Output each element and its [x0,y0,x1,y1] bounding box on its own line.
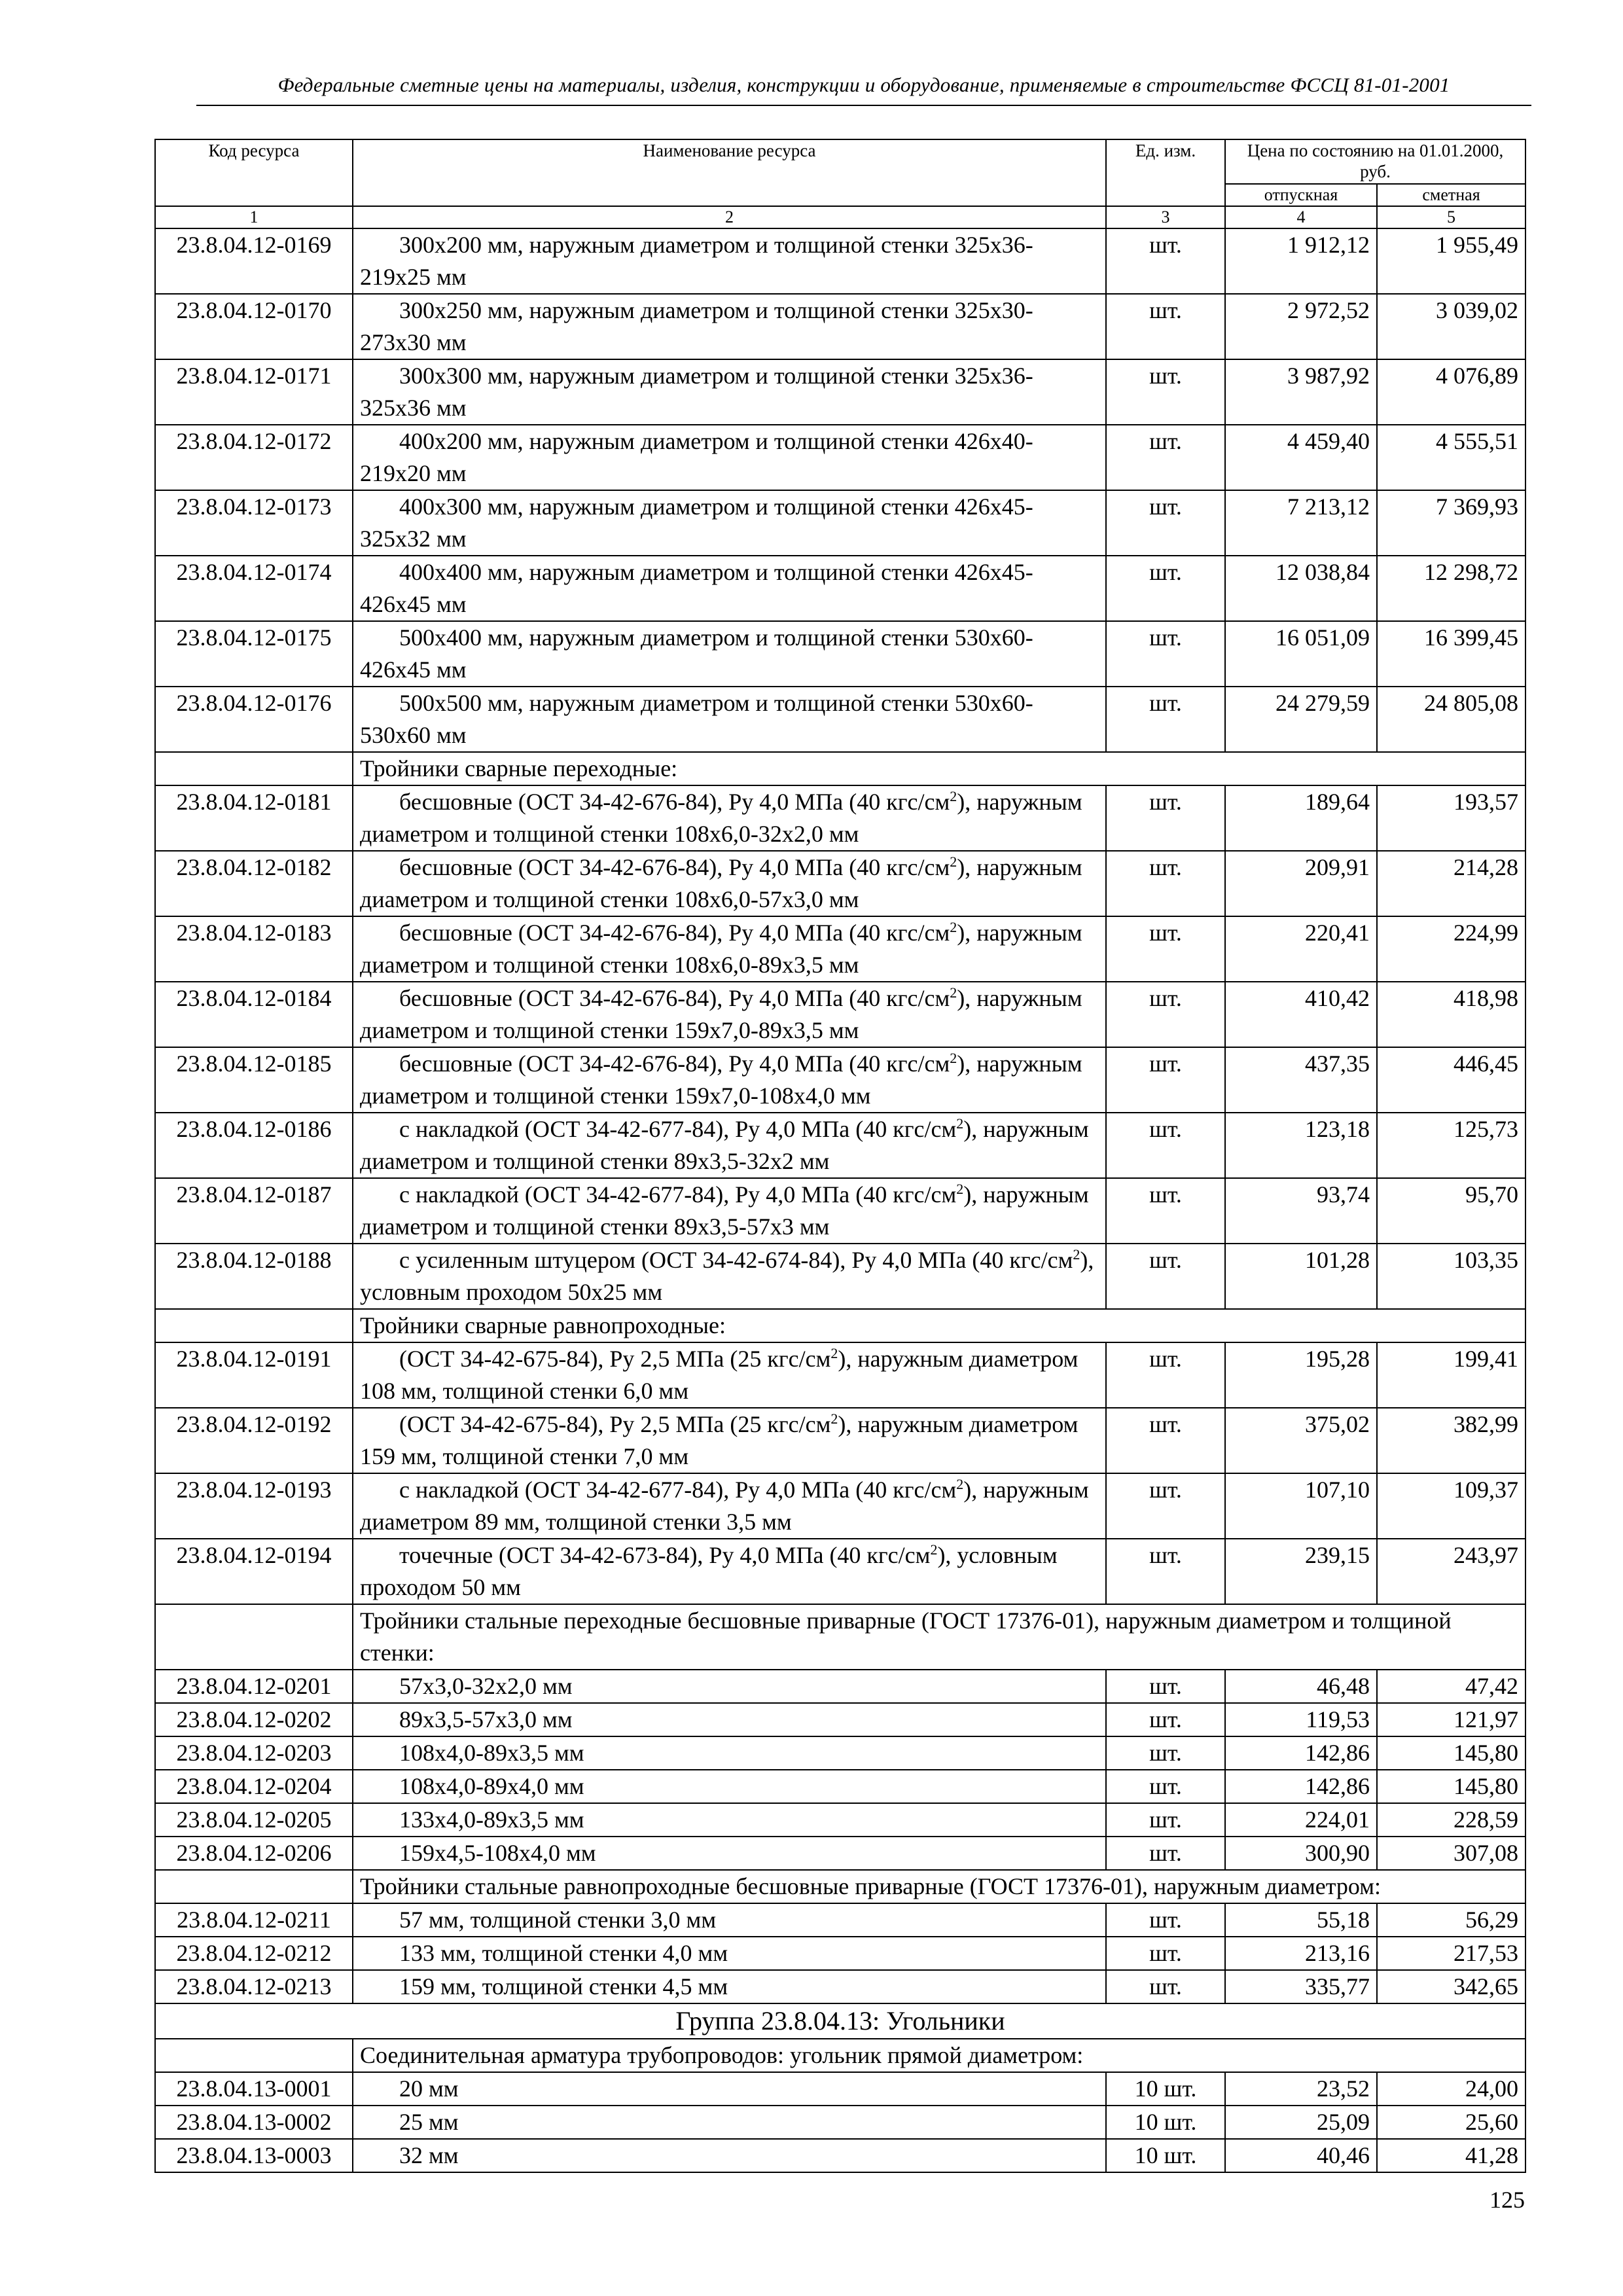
resource-name [353,1903,1106,1937]
estimate-price: 307,08 [1377,1837,1525,1870]
resource-name-text: 159х4,5-108х4,0 мм [399,1840,596,1866]
resource-name [353,1047,1106,1113]
resource-name-text: с усиленным штуцером (ОСТ 34-42-674-84), Ру 4,0 МПа (40 кгс/$см^2$), условным проходом 50х25 мм [360,1246,1094,1305]
resource-name-text: бесшовные (ОСТ 34-42-676-84), Ру 4,0 МПа (40 кгс/$см^2$), наружным диаметром и толщиной стенки 108х6,0-89х3,5 мм [360,919,1082,978]
section-code-cell [155,2039,353,2072]
resource-name-text: 57 мм, толщиной стенки 3,0 мм [399,1907,717,1933]
table-row [155,1342,1525,1408]
resource-name [353,1408,1106,1473]
table-row [155,425,1525,490]
section-heading: Тройники стальные переходные бесшовные приварные (ГОСТ 17376-01), наружным диаметром и толщиной стенки: [353,1604,1525,1670]
estimate-price: 121,97 [1377,1703,1525,1736]
estimate-price: 446,45 [1377,1047,1525,1113]
header-rule [196,105,1531,106]
resource-name [353,556,1106,621]
resource-unit: шт. [1106,1113,1225,1178]
table-row [155,1047,1525,1113]
estimate-price: 12 298,72 [1377,556,1525,621]
release-price: 220,41 [1225,916,1377,982]
resource-name [353,2139,1106,2172]
table-row [155,490,1525,556]
resource-unit: шт. [1106,556,1225,621]
section-code-cell [155,1309,353,1342]
table-row [155,1178,1525,1244]
estimate-price: 25,60 [1377,2106,1525,2139]
table-row [155,2072,1525,2106]
table-body [155,228,1525,2172]
section-code-cell [155,1870,353,1903]
resource-name [353,621,1106,687]
resource-unit: шт. [1106,851,1225,916]
resource-name [353,1539,1106,1604]
resource-unit: 10 шт. [1106,2072,1225,2106]
resource-name-text: бесшовные (ОСТ 34-42-676-84), Ру 4,0 МПа (40 кгс/$см^2$), наружным диаметром и толщиной стенки 159х7,0-89х3,5 мм [360,984,1082,1043]
release-price: 93,74 [1225,1178,1377,1244]
estimate-price: 3 039,02 [1377,294,1525,359]
resource-name [353,2072,1106,2106]
release-price: 25,09 [1225,2106,1377,2139]
resource-name [353,1244,1106,1309]
table-row [155,1903,1525,1937]
resource-unit: шт. [1106,1903,1225,1937]
release-price: 224,01 [1225,1803,1377,1837]
resource-code: 23.8.04.12-0204 [155,1770,353,1803]
resource-name [353,1736,1106,1770]
resource-unit: шт. [1106,785,1225,851]
estimate-price: 125,73 [1377,1113,1525,1178]
estimate-price: 1 955,49 [1377,228,1525,294]
resource-unit: шт. [1106,425,1225,490]
release-price: 195,28 [1225,1342,1377,1408]
table-row [155,982,1525,1047]
table-row [155,785,1525,851]
release-price: 12 038,84 [1225,556,1377,621]
section-code-cell [155,752,353,785]
section-heading: Соединительная арматура трубопроводов: угольник прямой диаметром: [353,2039,1525,2072]
resource-name-text: с накладкой (ОСТ 34-42-677-84), Ру 4,0 МПа (40 кгс/$см^2$), наружным диаметром 89 мм, толщиной стенки 3,5 мм [360,1476,1089,1535]
estimate-price: 199,41 [1377,1342,1525,1408]
resource-unit: 10 шт. [1106,2106,1225,2139]
resource-unit: шт. [1106,1342,1225,1408]
release-price: 375,02 [1225,1408,1377,1473]
release-price: 46,48 [1225,1670,1377,1703]
resource-code: 23.8.04.12-0185 [155,1047,353,1113]
resource-name-text: 25 мм [399,2109,459,2135]
resource-name-text: 89х3,5-57х3,0 мм [399,1706,573,1732]
table-row [155,1970,1525,2003]
resource-code: 23.8.04.12-0211 [155,1903,353,1937]
resource-code: 23.8.04.12-0169 [155,228,353,294]
resource-unit: шт. [1106,1736,1225,1770]
resource-name [353,1837,1106,1870]
section-row [155,1309,1525,1342]
resource-code: 23.8.04.12-0205 [155,1803,353,1837]
release-price: 3 987,92 [1225,359,1377,425]
table-row [155,1803,1525,1837]
resource-name [353,1770,1106,1803]
table-row [155,2139,1525,2172]
resource-unit: 10 шт. [1106,2139,1225,2172]
resource-code: 23.8.04.12-0202 [155,1703,353,1736]
resource-unit: шт. [1106,359,1225,425]
estimate-price: 382,99 [1377,1408,1525,1473]
col-number: 5 [1377,206,1525,228]
resource-name-text: 133 мм, толщиной стенки 4,0 мм [399,1940,728,1966]
resource-code: 23.8.04.12-0193 [155,1473,353,1539]
resource-unit: шт. [1106,1178,1225,1244]
resource-unit: шт. [1106,1408,1225,1473]
resource-name-text: 500х400 мм, наружным диаметром и толщиной стенки 530х60- 426х45 мм [360,624,1033,683]
section-row [155,1604,1525,1670]
resource-code: 23.8.04.12-0201 [155,1670,353,1703]
resource-code: 23.8.04.12-0175 [155,621,353,687]
release-price: 335,77 [1225,1970,1377,2003]
release-price: 23,52 [1225,2072,1377,2106]
resource-name [353,425,1106,490]
estimate-price: 56,29 [1377,1903,1525,1937]
release-price: 24 279,59 [1225,687,1377,752]
table-row [155,1837,1525,1870]
col-header-release: отпускная [1225,184,1377,206]
resource-name-text: 400х400 мм, наружным диаметром и толщиной стенки 426х45- 426х45 мм [360,559,1033,617]
resource-name-text: 300х200 мм, наружным диаметром и толщиной стенки 325х36- 219х25 мм [360,232,1033,290]
resource-unit: шт. [1106,228,1225,294]
resource-name-text: точечные (ОСТ 34-42-673-84), Ру 4,0 МПа (40 кгс/$см^2$), условным проходом 50 мм [360,1541,1058,1600]
estimate-price: 228,59 [1377,1803,1525,1837]
resource-code: 23.8.04.12-0191 [155,1342,353,1408]
resource-name-text: (ОСТ 34-42-675-84), Ру 2,5 МПа (25 кгс/$см^2$), наружным диаметром 108 мм, толщиной стенки 6,0 мм [360,1345,1079,1404]
resource-name-text: бесшовные (ОСТ 34-42-676-84), Ру 4,0 МПа (40 кгс/$см^2$), наружным диаметром и толщиной стенки 108х6,0-32х2,0 мм [360,788,1082,847]
resource-unit: шт. [1106,1970,1225,2003]
group-heading: Группа 23.8.04.13: Угольники [155,2003,1525,2039]
resource-code: 23.8.04.12-0206 [155,1837,353,1870]
superscript: 2 [950,919,957,935]
release-price: 40,46 [1225,2139,1377,2172]
resource-name [353,1670,1106,1703]
estimate-price: 214,28 [1377,851,1525,916]
resource-unit: шт. [1106,1047,1225,1113]
section-heading: Тройники сварные переходные: [353,752,1525,785]
resource-name [353,1703,1106,1736]
resource-name [353,294,1106,359]
col-number: 3 [1106,206,1225,228]
section-heading: Тройники сварные равнопроходные: [353,1309,1525,1342]
resource-name [353,490,1106,556]
estimate-price: 145,80 [1377,1770,1525,1803]
resource-unit: шт. [1106,1803,1225,1837]
resource-name [353,687,1106,752]
table-row [155,1244,1525,1309]
resource-code: 23.8.04.12-0181 [155,785,353,851]
group-row [155,2003,1525,2039]
resource-name [353,1113,1106,1178]
estimate-price: 4 555,51 [1377,425,1525,490]
release-price: 107,10 [1225,1473,1377,1539]
resource-unit: шт. [1106,490,1225,556]
table-row [155,1770,1525,1803]
resource-code: 23.8.04.12-0172 [155,425,353,490]
resource-name-text: 400х200 мм, наружным диаметром и толщиной стенки 426х40- 219х20 мм [360,428,1033,486]
resource-unit: шт. [1106,1770,1225,1803]
release-price: 16 051,09 [1225,621,1377,687]
table-row [155,1539,1525,1604]
estimate-price: 95,70 [1377,1178,1525,1244]
superscript: 2 [950,984,957,1001]
section-row [155,752,1525,785]
resource-name-text: 500х500 мм, наружным диаметром и толщиной стенки 530х60- 530х60 мм [360,690,1033,748]
resource-name-text: 108х4,0-89х4,0 мм [399,1773,584,1799]
superscript: 2 [830,1410,838,1427]
resource-unit: шт. [1106,621,1225,687]
resource-unit: шт. [1106,1703,1225,1736]
resource-name [353,228,1106,294]
release-price: 119,53 [1225,1703,1377,1736]
table-row [155,1670,1525,1703]
resource-unit: шт. [1106,687,1225,752]
resource-code: 23.8.04.12-0187 [155,1178,353,1244]
price-table [154,139,1526,2173]
resource-code: 23.8.04.12-0188 [155,1244,353,1309]
resource-code: 23.8.04.12-0173 [155,490,353,556]
table-row [155,621,1525,687]
col-number: 2 [353,206,1106,228]
table-row [155,2106,1525,2139]
resource-unit: шт. [1106,1837,1225,1870]
resource-code: 23.8.04.12-0170 [155,294,353,359]
resource-name-text: 300х250 мм, наружным диаметром и толщиной стенки 325х30- 273х30 мм [360,297,1033,355]
release-price: 189,64 [1225,785,1377,851]
estimate-price: 7 369,93 [1377,490,1525,556]
resource-unit: шт. [1106,1244,1225,1309]
table-row [155,1408,1525,1473]
estimate-price: 109,37 [1377,1473,1525,1539]
resource-name [353,1803,1106,1837]
resource-name-text: 20 мм [399,2075,459,2102]
estimate-price: 41,28 [1377,2139,1525,2172]
resource-unit: шт. [1106,294,1225,359]
table-row [155,294,1525,359]
col-header-price: Цена по состоянию на 01.01.2000, руб. [1225,139,1525,184]
resource-name-text: 57х3,0-32х2,0 мм [399,1673,573,1699]
col-header-unit: Ед. изм. [1106,139,1225,206]
release-price: 7 213,12 [1225,490,1377,556]
table-row [155,687,1525,752]
table-row [155,228,1525,294]
estimate-price: 47,42 [1377,1670,1525,1703]
section-code-cell [155,1604,353,1670]
estimate-price: 342,65 [1377,1970,1525,2003]
col-number: 4 [1225,206,1377,228]
resource-name-text: 108х4,0-89х3,5 мм [399,1740,584,1766]
superscript: 2 [930,1541,938,1558]
release-price: 1 912,12 [1225,228,1377,294]
resource-code: 23.8.04.12-0203 [155,1736,353,1770]
superscript: 2 [956,1476,964,1492]
resource-unit: шт. [1106,1473,1225,1539]
estimate-price: 243,97 [1377,1539,1525,1604]
table-row [155,359,1525,425]
table-row [155,1113,1525,1178]
release-price: 239,15 [1225,1539,1377,1604]
superscript: 2 [830,1345,838,1361]
resource-name-text: бесшовные (ОСТ 34-42-676-84), Ру 4,0 МПа (40 кгс/$см^2$), наружным диаметром и толщиной стенки 108х6,0-57х3,0 мм [360,853,1082,912]
superscript: 2 [1073,1246,1080,1263]
release-price: 123,18 [1225,1113,1377,1178]
estimate-price: 24,00 [1377,2072,1525,2106]
estimate-price: 217,53 [1377,1937,1525,1970]
estimate-price: 16 399,45 [1377,621,1525,687]
estimate-price: 145,80 [1377,1736,1525,1770]
page-number: 125 [1489,2187,1525,2213]
running-header: Федеральные сметные цены на материалы, изделия, конструкции и оборудование, применяемые в строительстве ФССЦ 81-01-2001 [277,73,1450,96]
resource-code: 23.8.04.12-0186 [155,1113,353,1178]
resource-name [353,1937,1106,1970]
release-price: 142,86 [1225,1770,1377,1803]
resource-name [353,785,1106,851]
superscript: 2 [956,1115,964,1132]
resource-name [353,1970,1106,2003]
table-row [155,916,1525,982]
resource-code: 23.8.04.12-0212 [155,1937,353,1970]
estimate-price: 24 805,08 [1377,687,1525,752]
release-price: 4 459,40 [1225,425,1377,490]
estimate-price: 4 076,89 [1377,359,1525,425]
section-row [155,1870,1525,1903]
table-row [155,556,1525,621]
superscript: 2 [950,853,957,870]
release-price: 209,91 [1225,851,1377,916]
resource-name [353,359,1106,425]
table-row [155,1937,1525,1970]
resource-unit: шт. [1106,1670,1225,1703]
estimate-price: 224,99 [1377,916,1525,982]
resource-name-text: 159 мм, толщиной стенки 4,5 мм [399,1973,728,2000]
resource-code: 23.8.04.12-0176 [155,687,353,752]
superscript: 2 [950,1050,957,1066]
release-price: 213,16 [1225,1937,1377,1970]
section-row [155,2039,1525,2072]
release-price: 101,28 [1225,1244,1377,1309]
release-price: 300,90 [1225,1837,1377,1870]
resource-unit: шт. [1106,982,1225,1047]
resource-code: 23.8.04.13-0002 [155,2106,353,2139]
col-header-estimate: сметная [1377,184,1525,206]
release-price: 2 972,52 [1225,294,1377,359]
resource-code: 23.8.04.12-0194 [155,1539,353,1604]
resource-name-text: бесшовные (ОСТ 34-42-676-84), Ру 4,0 МПа (40 кгс/$см^2$), наружным диаметром и толщиной стенки 159х7,0-108х4,0 мм [360,1050,1082,1109]
resource-name-text: 32 мм [399,2142,459,2168]
release-price: 142,86 [1225,1736,1377,1770]
resource-name-text: 300х300 мм, наружным диаметром и толщиной стенки 325х36- 325х36 мм [360,363,1033,421]
resource-name-text: с накладкой (ОСТ 34-42-677-84), Ру 4,0 МПа (40 кгс/$см^2$), наружным диаметром и толщиной стенки 89х3,5-57х3 мм [360,1181,1089,1240]
resource-unit: шт. [1106,916,1225,982]
col-header-code: Код ресурса [155,139,353,206]
table-row [155,1703,1525,1736]
release-price: 437,35 [1225,1047,1377,1113]
table-row [155,1473,1525,1539]
section-heading: Тройники стальные равнопроходные бесшовные приварные (ГОСТ 17376-01), наружным диаметром: [353,1870,1525,1903]
estimate-price: 103,35 [1377,1244,1525,1309]
table-row [155,1736,1525,1770]
resource-code: 23.8.04.12-0192 [155,1408,353,1473]
resource-code: 23.8.04.13-0003 [155,2139,353,2172]
resource-unit: шт. [1106,1539,1225,1604]
resource-name [353,851,1106,916]
resource-name-text: с накладкой (ОСТ 34-42-677-84), Ру 4,0 МПа (40 кгс/$см^2$), наружным диаметром и толщиной стенки 89х3,5-32х2 мм [360,1115,1089,1174]
resource-name [353,1178,1106,1244]
resource-code: 23.8.04.12-0213 [155,1970,353,2003]
resource-name [353,2106,1106,2139]
col-header-name: Наименование ресурса [353,139,1106,206]
table-row [155,851,1525,916]
resource-code: 23.8.04.13-0001 [155,2072,353,2106]
estimate-price: 193,57 [1377,785,1525,851]
resource-unit: шт. [1106,1937,1225,1970]
resource-code: 23.8.04.12-0184 [155,982,353,1047]
resource-name [353,1473,1106,1539]
resource-code: 23.8.04.12-0183 [155,916,353,982]
resource-name [353,1342,1106,1408]
resource-code: 23.8.04.12-0174 [155,556,353,621]
superscript: 2 [956,1181,964,1197]
resource-name-text: 133х4,0-89х3,5 мм [399,1806,584,1833]
estimate-price: 418,98 [1377,982,1525,1047]
col-number: 1 [155,206,353,228]
superscript: 2 [950,788,957,804]
resource-name-text: (ОСТ 34-42-675-84), Ру 2,5 МПа (25 кгс/$см^2$), наружным диаметром 159 мм, толщиной стенки 7,0 мм [360,1410,1079,1469]
resource-name-text: 400х300 мм, наружным диаметром и толщиной стенки 426х45- 325х32 мм [360,493,1033,552]
resource-name [353,916,1106,982]
resource-name [353,982,1106,1047]
release-price: 55,18 [1225,1903,1377,1937]
resource-code: 23.8.04.12-0171 [155,359,353,425]
release-price: 410,42 [1225,982,1377,1047]
resource-code: 23.8.04.12-0182 [155,851,353,916]
